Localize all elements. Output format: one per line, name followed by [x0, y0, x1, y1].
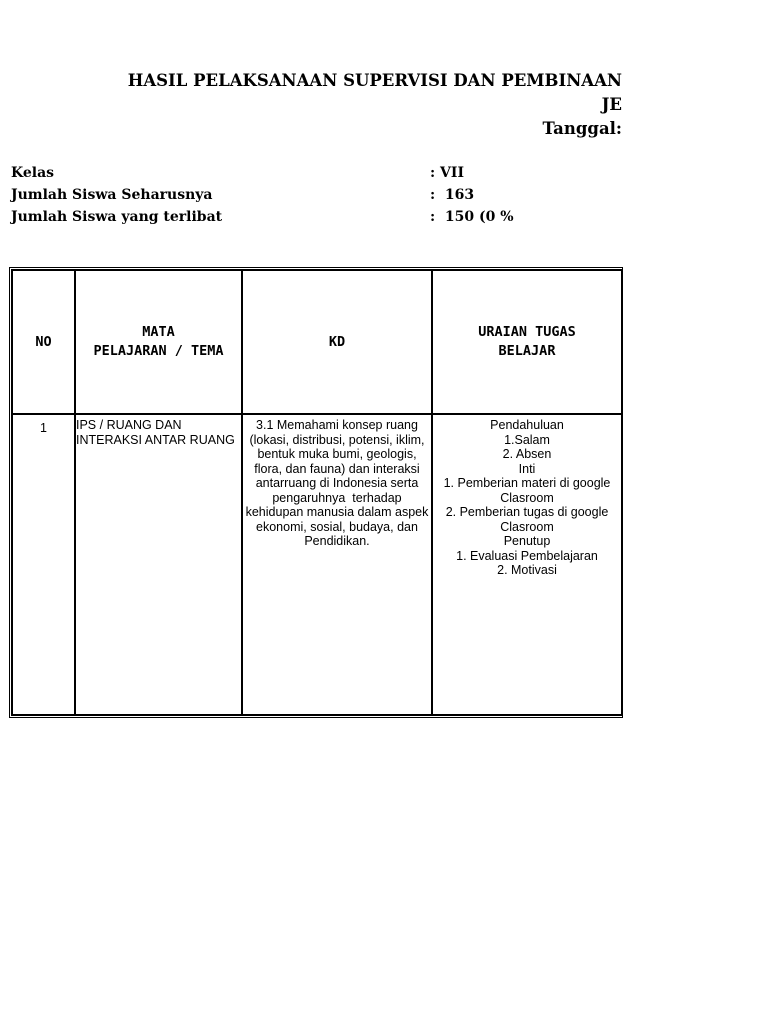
kd-line: ekonomi, sosial, budaya, dan [256, 519, 418, 534]
uraian-line: Clasroom [500, 490, 554, 505]
info-row-jumlah-terlibat [11, 206, 611, 228]
info-value: : 163 [430, 187, 475, 203]
info-label: Jumlah Siswa Seharusnya [11, 187, 213, 203]
header-uraian [432, 270, 622, 414]
uraian-line: Clasroom [500, 519, 554, 534]
uraian-line: 1.Salam [504, 432, 550, 447]
header-mapel-line1: MATA [142, 324, 175, 340]
cell-mapel-text: IPS / RUANG DAN INTERAKSI ANTAR RUANG [76, 418, 235, 447]
kd-line: kehidupan manusia dalam aspek [245, 505, 429, 519]
uraian-line: 1. Evaluasi Pembelajaran [456, 548, 598, 563]
info-row-kelas [11, 162, 611, 184]
uraian-line: 1. Pemberian materi di google [443, 476, 611, 490]
info-value: : VII [430, 165, 465, 181]
table-header-row [12, 270, 622, 414]
header-mapel-line2: PELAJARAN / TEMA [93, 343, 224, 359]
uraian-line: Inti [518, 461, 536, 476]
header-mapel [75, 270, 242, 414]
document-subtitle: JE [601, 95, 622, 114]
kd-line: Pendidikan. [304, 534, 370, 548]
header-no: NO [12, 270, 75, 414]
header-uraian-line2: BELAJAR [498, 343, 556, 359]
uraian-line: 2. Motivasi [497, 563, 557, 577]
info-label: Kelas [11, 165, 55, 181]
kd-line: 3.1 Memahami konsep ruang [256, 418, 418, 432]
document-title: HASIL PELAKSANAAN SUPERVISI DAN PEMBINAAN [127, 71, 622, 90]
kd-line: bentuk muka bumi, geologis, [257, 447, 417, 461]
uraian-line: 2. Pemberian tugas di google [445, 505, 609, 519]
info-value: : 150 (0 % [430, 209, 514, 225]
supervision-table [11, 269, 623, 716]
cell-kd [242, 414, 432, 715]
cell-no: 1 [12, 414, 75, 715]
kd-line: pengaruhnya terhadap [272, 490, 402, 505]
table-row [12, 414, 622, 715]
cell-uraian [432, 414, 622, 715]
cell-mapel [75, 414, 242, 715]
header-uraian-line1: URAIAN TUGAS [478, 324, 576, 340]
date-label: Tanggal: [542, 119, 622, 138]
uraian-line: Penutup [503, 534, 551, 548]
kd-line: antarruang di Indonesia serta [255, 476, 419, 490]
kd-line: (lokasi, distribusi, potensi, iklim, [249, 432, 425, 447]
uraian-line: 2. Absen [502, 447, 552, 461]
kd-line: flora, dan fauna) dan interaksi [254, 461, 420, 476]
info-row-jumlah-seharusnya [11, 184, 611, 206]
uraian-line: Pendahuluan [490, 418, 564, 432]
info-label: Jumlah Siswa yang terlibat [11, 209, 223, 225]
header-kd: KD [242, 270, 432, 414]
